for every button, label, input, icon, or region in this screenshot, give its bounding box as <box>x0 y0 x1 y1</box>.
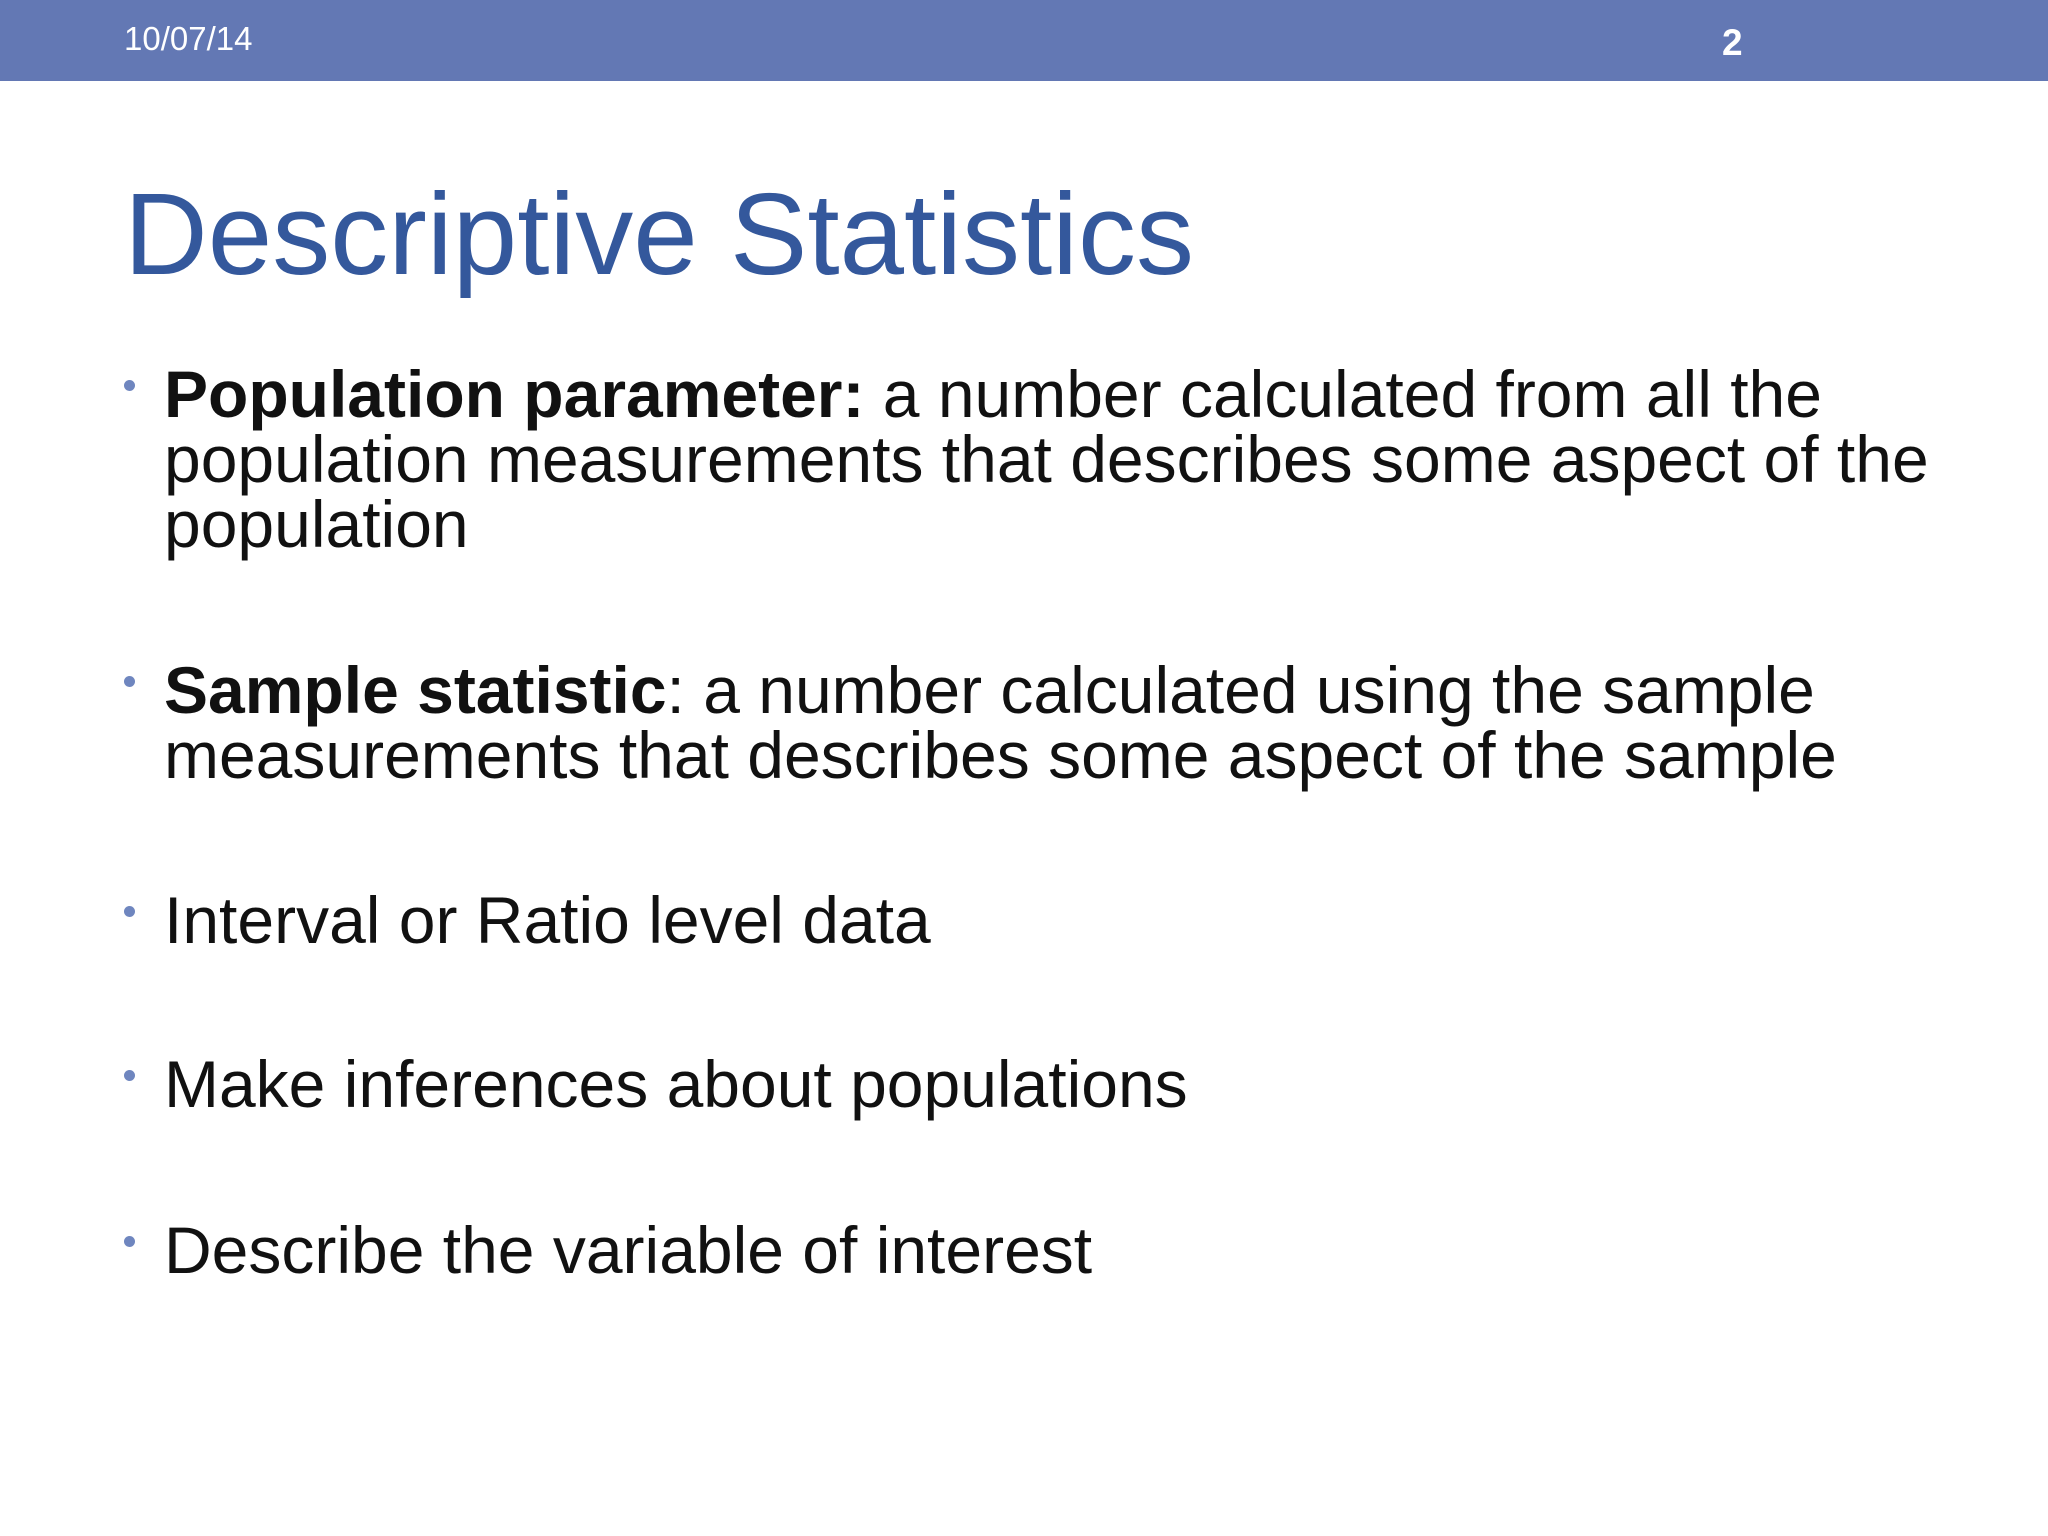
bullet-text <box>164 357 2004 561</box>
bullet-dot-icon <box>124 676 135 687</box>
bullet-text: Interval or Ratio level data <box>164 883 931 957</box>
bullet-dot-icon <box>124 1070 135 1081</box>
bullet-body: : a number calculated using the sample measurements that describes some aspect of the sample <box>164 653 1837 792</box>
bullet-dot-icon <box>124 906 135 917</box>
slide-number: 2 <box>1722 22 1743 63</box>
bullet-body: a number calculated from all the population measurements that describes some aspect of the population <box>164 357 1929 561</box>
header-bar <box>0 0 2048 81</box>
slide-date: 10/07/14 <box>124 20 253 57</box>
bullet-term: Population parameter: <box>164 357 865 431</box>
bullet-text: Describe the variable of interest <box>164 1213 1093 1287</box>
bullet-dot-icon <box>124 380 135 391</box>
bullet-term: Sample statistic <box>164 653 667 727</box>
bullet-dot-icon <box>124 1236 135 1247</box>
bullet-text <box>164 653 2004 792</box>
slide-title: Descriptive Statistics <box>124 169 1195 299</box>
bullet-text: Make inferences about populations <box>164 1047 1188 1121</box>
